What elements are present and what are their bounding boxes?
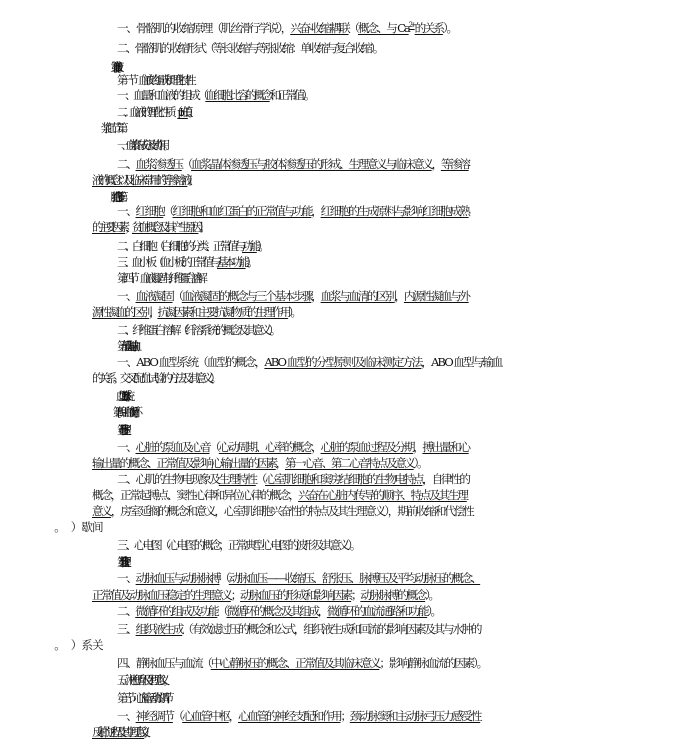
text-line [117,404,675,420]
underlined-text: 输出量的概念、正常值及影响心输出量的因素 [92,456,276,470]
text-segment: ）。 [425,588,438,602]
text-line [117,254,675,270]
text-segment: （ [217,604,227,618]
underlined-text: 血浆渗透压 [135,157,182,171]
text-segment: ， [317,604,327,618]
text-segment: ， [311,440,321,454]
text-segment: 五、淋巴循环及生理意义。 [117,673,168,687]
text-line [117,288,675,304]
text-segment: ， [275,456,285,470]
text-segment: [第四章 血液循环] [117,405,130,419]
underlined-text: 第一心音、第二心音特点及意义 [284,456,414,470]
text-line [117,354,675,370]
underlined-text: 心室肌细胞和窦房结细胞的生物电特点 [265,472,423,486]
text-line [117,87,675,103]
text-segment: 二、白细胞（白细胞的分类、正常值与 [117,239,243,253]
underlined-text: 心动周期、心率的概念 [218,440,312,454]
text-line [92,172,675,188]
text-segment: ）。 [187,173,195,187]
text-line [117,72,675,88]
text-line [117,570,675,586]
text-line [117,156,675,172]
underlined-text: 红细胞和血红蛋白的正常值与功能 [172,204,312,218]
text-segment: （ [348,21,358,35]
text-line [117,655,675,671]
text-segment: ）。 [256,239,266,253]
underlined-text: 搏出量和心 [422,440,469,454]
underlined-text: 红细胞的生成原料与影响红细胞成熟 [320,204,469,218]
underlined-text: pH 值 [177,105,188,119]
text-segment: 第三节 心血管活动的调节 [117,691,168,705]
text-segment: ， [228,709,239,723]
text-segment: 第一节 心脏生理 [117,423,121,437]
text-line [92,219,675,235]
underlined-text: 等渗溶 [440,157,469,171]
underlined-text: 液的概念以及临床常用的等渗溶液 [92,173,188,187]
underlined-text: 心脏的泵血及心音 [135,440,210,454]
text-segment: （ [219,571,229,585]
text-segment: ， [394,289,404,303]
underlined-text: 神经调节 [135,709,173,723]
text-segment: 四、静脉血压与血流（ [117,656,211,670]
text-segment: 一、骨骼肌的收缩原理（肌丝滑行学说）， [117,21,291,35]
text-segment: 二、血液的理化性质（ [117,105,178,119]
text-line [92,519,675,535]
text-segment: ； [351,588,361,602]
underlined-text: 贫血概念及其产生原因 [131,220,199,234]
text-segment: ， [149,305,158,319]
text-line [92,724,675,740]
text-segment: （ [172,709,183,723]
text-segment: ）。 [144,725,148,739]
text-line [117,322,675,338]
text-segment: ）。 [442,21,456,35]
text-segment: （有效滤过压的概念和公式，组织液生成和回流的影响因素及其与水肿的 [182,622,481,636]
text-segment: 第一节 血液的组成和理化特性 [117,73,191,87]
text-line [117,603,675,619]
text-segment: ）。 [413,456,427,470]
text-line [117,203,675,219]
text-segment: （ [181,157,192,171]
underlined-text: 血液凝固的概念与三个基本步骤 [181,289,312,303]
underlined-text: 微循环的概念及其组成 [226,604,318,618]
underlined-text: 概念、与 Ca [357,21,409,35]
underlined-text: 基本功能 [217,255,246,269]
text-line [92,587,675,603]
text-segment: 一、 [117,709,136,723]
text-segment: 一、血量和血液的组成（ [117,88,206,102]
text-line [117,40,675,56]
text-segment: 一、 [117,440,136,454]
text-segment: 的关系。交叉配血试验的方法及其意义）。 [92,371,218,385]
superscript-text: 2+ [408,21,415,30]
underlined-text: 动脉血压与动脉脉搏 [135,571,220,585]
text-segment: ； [340,709,350,723]
text-segment: ； [230,588,241,602]
underlined-text: 生理特性 [218,472,256,486]
text-segment: ，房室延搁的概念和意义，心室肌细胞兴奋性的特点及其生理意义），期前收缩和代偿性 [110,504,473,518]
text-line [117,439,675,455]
text-line [117,137,675,153]
text-line [117,388,675,404]
text-line [117,422,675,438]
text-segment: 三、 [117,622,136,636]
text-line [117,120,675,136]
text-line [117,690,675,706]
text-line [92,370,675,386]
underlined-text: 正常值及动脉血压稳定的生理意义 [92,588,231,602]
underlined-text: 抗凝因素和主要抗凝物质的生理作用 [157,305,289,319]
text-segment: ， [311,204,321,218]
text-segment: ）。 [245,255,255,269]
underlined-text: ABO 血型的分型原则及临床测定方法 [264,355,422,369]
text-segment: 三、心电图（心电图的概念，正常典型心电图的波形及其意义）。 [117,538,359,552]
underlined-text: 心脏的泵血过程及分期 [320,440,414,454]
underlined-text: 颈动脉窦和主动脉弓压力感受性 [349,709,481,723]
underlined-text: 血浆与血清的区别 [320,289,395,303]
underlined-text: 中心静脉压的概念、正常值及其临床意义 [210,656,380,670]
text-segment: ，自律性的 [422,472,469,486]
text-segment: 二、Rh 血型系统。 [117,389,130,403]
text-line [92,487,675,503]
text-line [92,503,675,519]
underlined-text: 微循环的血流通路和功能 [326,604,428,618]
text-segment: （ [255,472,266,486]
text-segment: ， [311,289,321,303]
underlined-text: 反射的过程及其生理意义 [92,725,145,739]
text-segment: 概念，正常起搏点、窦性心律和异位心律的概念， [92,488,299,502]
text-segment: 第二节 血管生理 [117,555,121,569]
text-segment: 一、血浆的成分及其作用。 [117,138,168,152]
underlined-text: 意义 [92,504,111,518]
text-line [117,621,675,637]
underlined-text: 的关系 [414,21,443,35]
text-segment: ）。 [198,220,206,234]
text-segment: 和正常值）。 [269,88,313,102]
text-line [117,672,675,688]
underlined-text: 内源性凝血与外 [403,289,469,303]
text-segment: 一、 [117,204,136,218]
text-line [117,537,675,553]
text-segment: ， [125,220,132,234]
text-segment: ）。 [187,105,195,119]
underlined-text: 微循环的组成及功能 [135,604,218,618]
text-segment: ；影响静脉血流的因素）。 [379,656,486,670]
text-line [117,238,675,254]
text-segment: 第四节 血液凝固与纤维蛋白溶解 [117,271,202,285]
underlined-text: 功能 [242,239,257,253]
text-segment: ， [431,157,441,171]
text-segment: （ [172,289,182,303]
text-line [117,104,675,120]
text-segment: 二、 [117,157,136,171]
text-segment: （ [209,440,219,454]
text-segment: ，ABO 血型与输血 [421,355,502,369]
underlined-text: 动脉脉搏的概念 [360,588,426,602]
text-line [92,637,675,653]
text-segment: ， [413,440,423,454]
underlined-text: 红细胞 [135,204,164,218]
underlined-text: 动脉血压的形成和影响因素 [240,588,352,602]
text-segment: ）。 [288,305,299,319]
underlined-text: 兴奋-收缩耦联 [290,21,349,35]
underlined-text: 组织液生成 [135,622,183,636]
text-segment: 一、ABO 血型系统（血型的概念， [117,355,265,369]
text-line [117,270,675,286]
text-segment: 二、骨骼肌的收缩形式（等长收缩与等张收缩：单收缩与复合收缩）。 [117,41,382,55]
text-segment: 三、血小板（血小板的正常值与 [117,255,218,269]
underlined-text: 心血管中枢 [182,709,229,723]
text-segment: 二、 [117,604,136,618]
text-line [117,708,675,724]
underlined-text: 心血管的神经支配和作用 [238,709,341,723]
text-line [117,554,675,570]
text-segment: ）。 [427,604,440,618]
text-segment: 二、纤维蛋白溶解（纤溶系统的概念及其意义）。 [117,323,278,337]
underlined-text: 源性凝血的区别 [92,305,150,319]
text-line [117,20,675,36]
text-line [117,471,675,487]
text-segment: 第五节 血型与输血 [117,339,133,353]
text-line [117,338,675,354]
text-segment: 一、 [117,289,136,303]
text-line [92,304,675,320]
underlined-text: 血细胞比容的概念 [205,88,270,102]
underlined-text: 动脉血压——收缩压、舒张压、脉搏压及平均动脉压的概念、 [228,571,481,585]
underlined-text: 血浆晶体渗透压与胶体渗透压的形成、生理意义与临床意义 [191,157,432,171]
text-segment: 一、 [117,571,136,585]
underlined-text: 的主要因素 [92,220,126,234]
text-segment: 二、心肌的生物电现象及 [117,472,219,486]
text-line [92,455,675,471]
underlined-text: 血液凝固 [135,289,173,303]
text-segment: （ [163,204,173,218]
underlined-text: 兴奋在心脏内传导的顺序、特点及其生理 [298,488,467,502]
